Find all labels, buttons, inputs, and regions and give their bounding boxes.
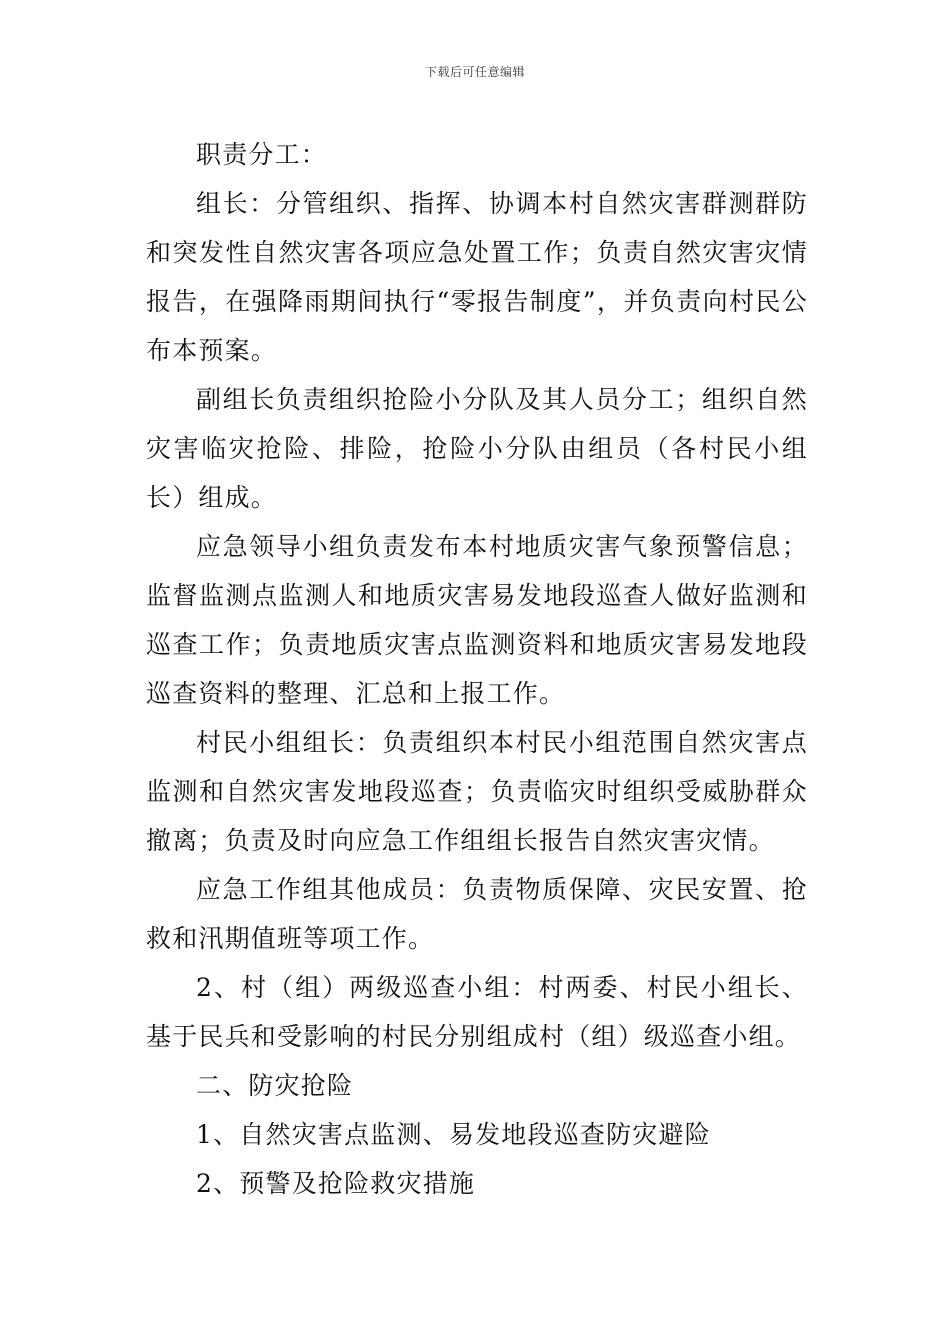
paragraph-village-group-leader: 村民小组组长：负责组织本村民小组范围自然灾害点监测和自然灾害发地段巡查；负责临灾时组织受威胁群众撤离；负责及时向应急工作组组长报告自然灾害灾情。 xyxy=(146,728,808,855)
paragraph-emergency-leadership: 应急领导小组负责发布本村地质灾害气象预警信息；监督监测点监测人和地质灾害易发地段巡查人做好监测和巡查工作；负责地质灾害点监测资料和地质灾害易发地段巡查资料的整理、汇总和上报工作。 xyxy=(146,532,808,708)
page-header-note: 下载后可任意编辑 xyxy=(424,65,525,79)
paragraph-group-leader: 组长：分管组织、指挥、协调本村自然灾害群测群防和突发性自然灾害各项应急处置工作；负责自然灾害灾情报告，在强降雨期间执行“零报告制度”，并负责向村民公布本预案。 xyxy=(146,189,808,365)
paragraph-other-members: 应急工作组其他成员：负责物质保障、灾民安置、抢救和汛期值班等项工作。 xyxy=(146,875,808,953)
paragraph-patrol-groups: 2、村（组）两级巡查小组：村两委、村民小组长、基于民兵和受影响的村民分别组成村（组）级巡查小组。 xyxy=(146,973,808,1051)
paragraph-deputy-leader: 副组长负责组织抢险小分队及其人员分工；组织自然灾害临灾抢险、排险，抢险小分队由组员（各村民小组长）组成。 xyxy=(146,385,808,512)
paragraph-duties-title: 职责分工： xyxy=(196,140,328,169)
subsection-warning-measures: 2、预警及抢险救灾措施 xyxy=(196,1169,476,1198)
section-heading-disaster-prevention: 二、防灾抢险 xyxy=(196,1071,354,1100)
document-body xyxy=(146,130,808,1208)
subsection-monitoring: 1、自然灾害点监测、易发地段巡查防灾避险 xyxy=(196,1120,711,1149)
